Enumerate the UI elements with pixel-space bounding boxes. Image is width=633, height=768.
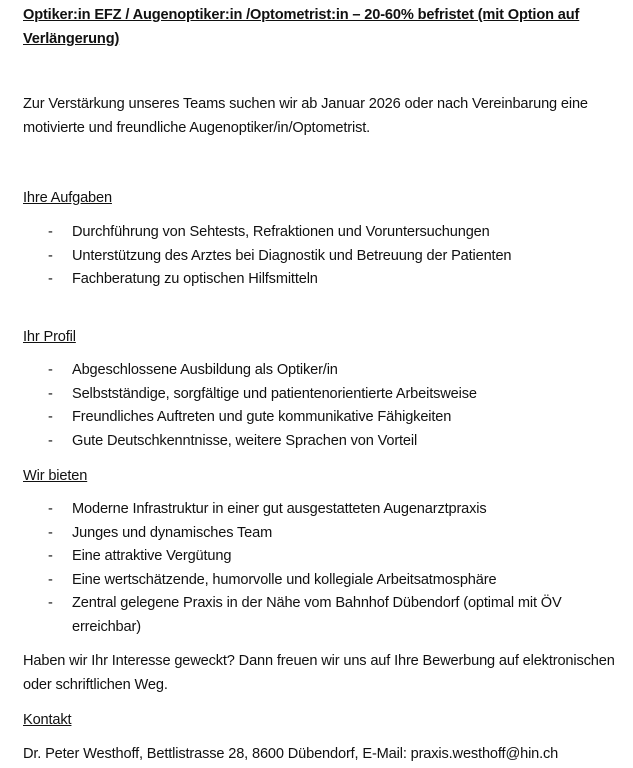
list-item-text: Eine wertschätzende, humorvolle und kollegiale Arbeitsatmosphäre (72, 571, 497, 588)
dash-bullet: - (48, 571, 53, 588)
dash-bullet: - (48, 432, 53, 449)
section-heading-aufgaben: Ihre Aufgaben (23, 190, 112, 206)
list-item (23, 221, 618, 245)
dash-bullet: - (48, 501, 53, 517)
list-bieten (23, 498, 618, 639)
list-item-text: Selbstständige, sorgfältige und patientenorientierte Arbeitsweise (72, 385, 477, 402)
list-item (23, 359, 618, 383)
list-item-text: Durchführung von Sehtests, Refraktionen und Voruntersuchungen (72, 224, 490, 240)
dash-bullet: - (48, 548, 53, 564)
list-item (23, 569, 618, 593)
dash-bullet: - (48, 595, 53, 611)
list-item (23, 498, 618, 522)
list-item-text: Fachberatung zu optischen Hilfsmitteln (72, 271, 318, 287)
list-item-text: Abgeschlossene Ausbildung als Optiker/in (72, 362, 338, 378)
list-item (23, 383, 618, 407)
dash-bullet: - (48, 362, 53, 378)
list-item-text: Junges und dynamisches Team (72, 524, 273, 541)
list-item-text: Freundliches Auftreten und gute kommunikative Fähigkeiten (72, 409, 452, 425)
list-item (23, 592, 618, 639)
list-item (23, 522, 618, 546)
section-heading-bieten: Wir bieten (23, 468, 88, 484)
list-aufgaben (23, 221, 618, 292)
list-item-text: Zentral gelegene Praxis in der Nähe vom Bahnhof Dübendorf (optimal mit ÖV erreichbar) (72, 595, 562, 635)
section-heading-kontakt: Kontakt (23, 712, 72, 728)
dash-bullet: - (48, 247, 53, 264)
list-item (23, 430, 618, 454)
list-item (23, 245, 618, 269)
list-item-text: Eine attraktive Vergütung (72, 548, 232, 564)
dash-bullet: - (48, 409, 53, 425)
closing-paragraph: Haben wir Ihr Interesse geweckt? Dann freuen wir uns auf Ihre Bewerbung auf elektronischen oder schriftlichen Weg. (23, 653, 615, 693)
list-item (23, 268, 618, 292)
list-item-text: Gute Deutschkenntnisse, weitere Sprachen von Vorteil (72, 432, 418, 449)
list-profil (23, 359, 618, 453)
dash-bullet: - (48, 271, 53, 287)
list-item (23, 545, 618, 569)
list-item (23, 406, 618, 430)
list-item-text: Unterstützung des Arztes bei Diagnostik und Betreuung der Patienten (72, 247, 512, 264)
section-heading-profil: Ihr Profil (23, 329, 76, 345)
contact-line: Dr. Peter Westhoff, Bettlistrasse 28, 8600 Dübendorf, E-Mail: praxis.westhoff@hin.ch (23, 746, 559, 762)
dash-bullet: - (48, 224, 53, 240)
job-title: Optiker:in EFZ / Augenoptiker:in /Optometrist:in – 20-60% befristet (mit Option auf Verlängerung) (23, 7, 580, 47)
dash-bullet: - (48, 385, 53, 402)
dash-bullet: - (48, 524, 53, 541)
list-item-text: Moderne Infrastruktur in einer gut ausgestatteten Augenarztpraxis (72, 501, 487, 517)
intro-paragraph: Zur Verstärkung unseres Teams suchen wir ab Januar 2026 oder nach Vereinbarung eine motivierte und freundliche Augenoptiker/in/Optometrist. (23, 96, 588, 136)
